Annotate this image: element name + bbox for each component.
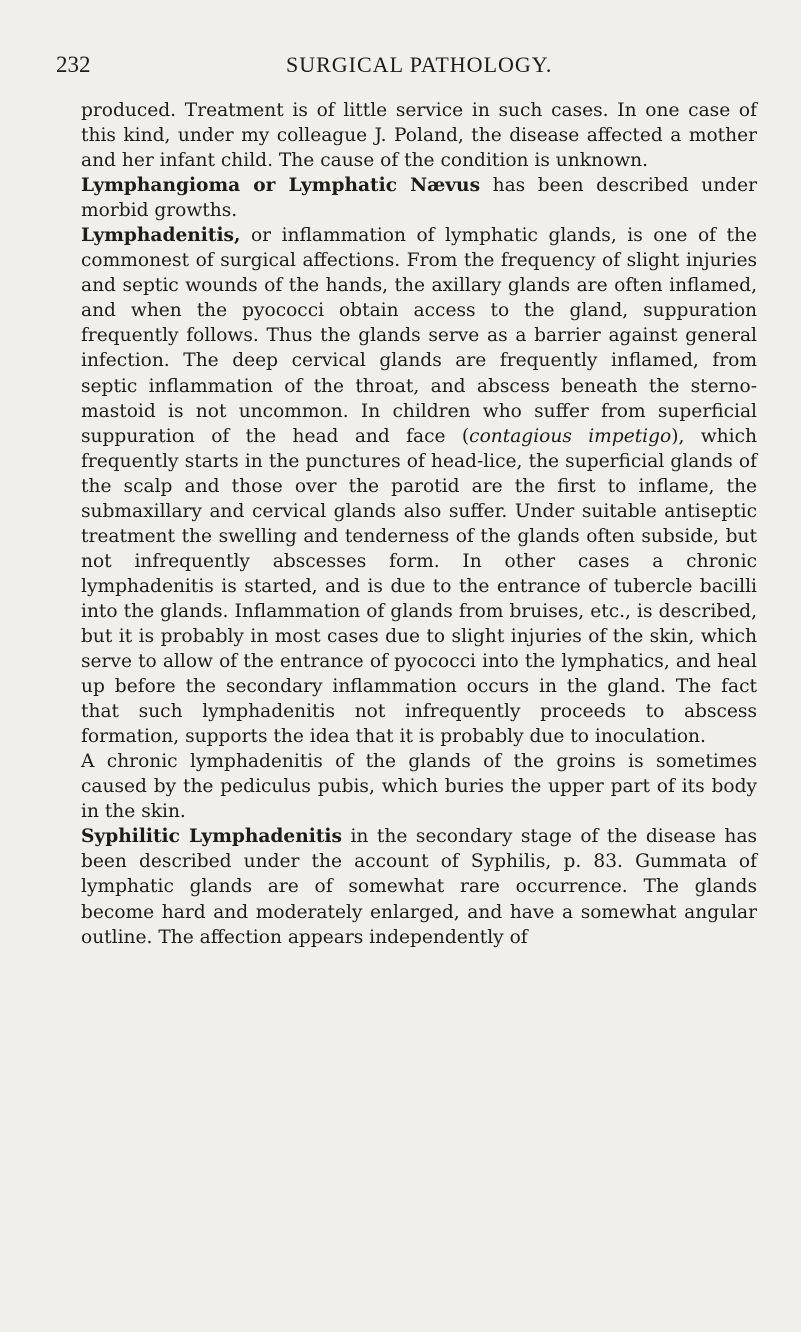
paragraph-1: [81, 98, 757, 173]
paragraph-text: or inflammation of lymphatic glands, is one of the commonest of surgical affections. From the frequency of slight injuries and septic wounds of the hands, the axillary glands are often inflamed, and when the pyococci obtain access to the gland, suppuration frequently follows. Thus the glands serve as a barrier against general infection. The deep cervical glands are frequently inflamed, from septic inflammation of the throat, and abscess beneath the sterno-mastoid is not uncommon. In children who suffer from superficial suppuration of the head and face (: [81, 225, 757, 447]
section-heading-syphilitic-lymphadenitis: Syphilitic Lymphadenitis: [81, 826, 342, 848]
paragraph-5: [81, 824, 757, 949]
paragraph-2: [81, 173, 757, 223]
paragraph-text: has been described under morbid growths.: [81, 175, 757, 222]
page-number: 232: [56, 52, 91, 77]
paragraph-4: [81, 749, 757, 824]
paragraph-3: [81, 223, 757, 749]
section-heading-lymphangioma: Lymphangioma or Lymphatic Nævus: [81, 175, 481, 197]
paragraph-text: A chronic lymphadenitis of the glands of the groins is sometimes caused by the pediculus pubis, which buries the upper part of its body in the skin.: [81, 751, 757, 823]
italic-term: contagious impetigo: [469, 425, 672, 447]
paragraph-text: produced. Treatment is of little service in such cases. In one case of this kind, under my colleague J. Poland, the disease affected a mother and her infant child. The cause of the condition is unknown.: [81, 100, 757, 172]
paragraph-text: in the secondary stage of the disease has been described under the account of Syphilis, p. 83. Gummata of lymphatic glands are of somewhat rare occurrence. The glands become hard and moderately enlarged, and have a somewhat angular outline. The affection appears independently of: [81, 826, 757, 948]
running-head: SURGICAL PATHOLOGY.: [286, 52, 553, 77]
page-header: [56, 52, 756, 82]
paragraph-text: ), which frequently starts in the punctures of head-lice, the superficial glands of the scalp and those over the parotid are the first to inflame, the submaxillary and cervical glands also suffer. Under suitable antiseptic treatment the swelling and tenderness of the glands often subside, but not infrequently abscesses form. In other cases a chronic lymphadenitis is started, and is due to the entrance of tubercle bacilli into the glands. Inflammation of glands from bruises, etc., is described, but it is probably in most cases due to slight injuries of the skin, which serve to allow of the entrance of pyococci into the lymphatics, and heal up before the secondary inflammation occurs in the gland. The fact that such lymphadenitis not infrequently proceeds to abscess formation, supports the idea that it is probably due to inoculation.: [81, 425, 757, 748]
body-text: [81, 98, 757, 950]
section-heading-lymphadenitis: Lymphadenitis,: [81, 225, 241, 247]
